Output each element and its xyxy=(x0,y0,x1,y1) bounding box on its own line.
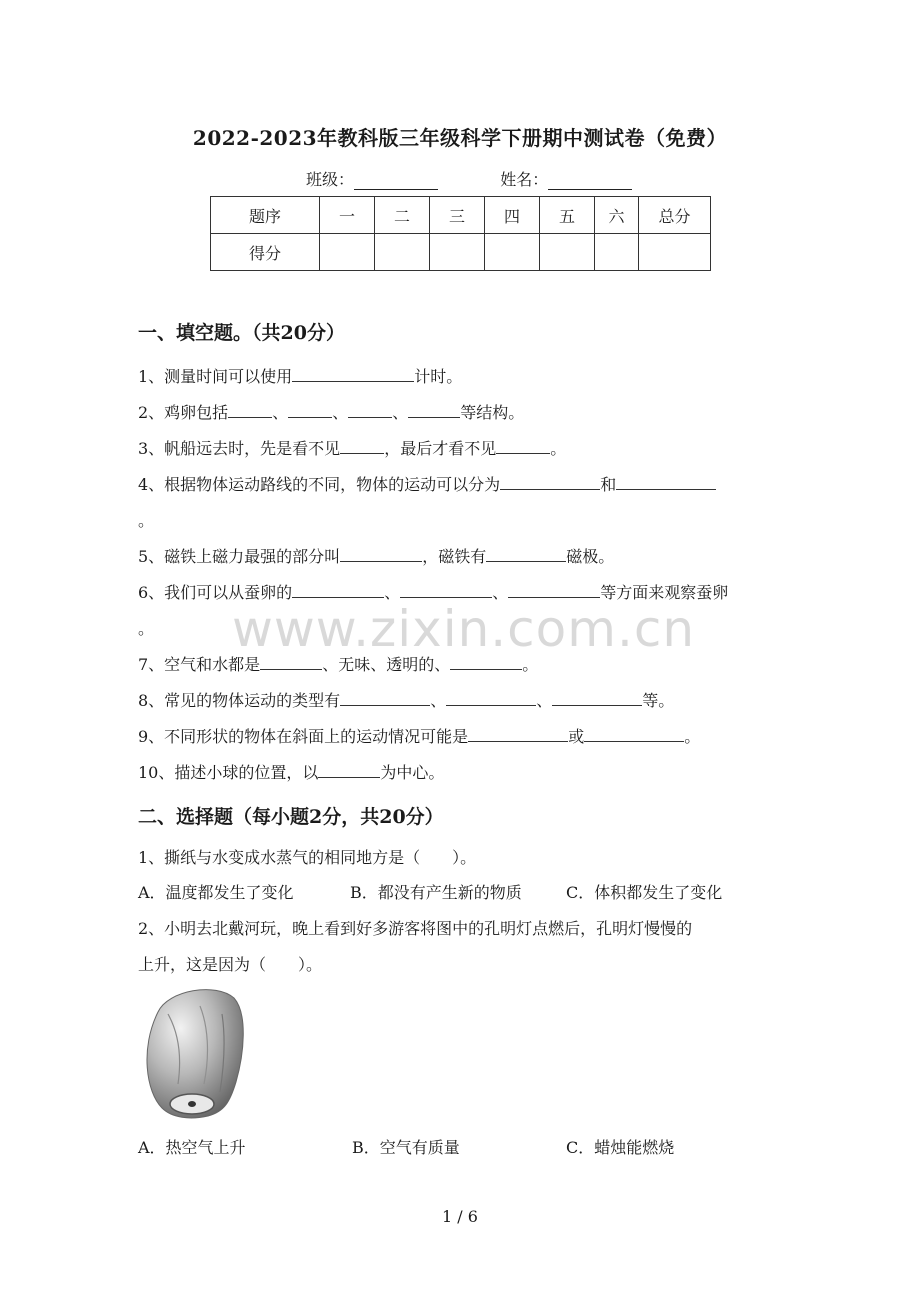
score-cell[interactable] xyxy=(639,234,711,271)
section1-title: 一、填空题。（共20分） xyxy=(138,322,345,344)
page-number: 1 / 6 xyxy=(442,1207,478,1226)
score-cell[interactable] xyxy=(375,234,430,271)
mc-question-1: 1、撕纸与水变成水蒸气的相同地方是（ ）。 xyxy=(138,848,477,867)
question-8 xyxy=(138,688,674,711)
answer-blank[interactable] xyxy=(228,401,272,418)
answer-blank[interactable] xyxy=(260,653,322,670)
answer-blank[interactable] xyxy=(468,725,568,742)
question-text: 3、帆船远去时，先是看不见 xyxy=(138,439,341,458)
question-text: 。 xyxy=(684,727,701,746)
question-text: 8、常见的物体运动的类型有 xyxy=(138,691,341,710)
sky-lantern-image xyxy=(138,984,246,1122)
answer-blank[interactable] xyxy=(446,689,536,706)
table-cell: 三 xyxy=(430,197,485,234)
answer-blank[interactable] xyxy=(552,689,642,706)
question-2 xyxy=(138,400,524,423)
question-7 xyxy=(138,652,538,675)
table-cell: 一 xyxy=(320,197,375,234)
score-table-header-row xyxy=(211,197,711,234)
question-text: 、 xyxy=(536,691,553,710)
class-label: 班级： xyxy=(306,170,355,189)
question-text: 或 xyxy=(568,727,585,746)
table-cell: 得分 xyxy=(211,234,320,271)
answer-blank[interactable] xyxy=(288,401,332,418)
question-text: 磁极。 xyxy=(566,547,615,566)
question-text: 4、根据物体运动路线的不同，物体的运动可以分为 xyxy=(138,475,501,494)
answer-blank[interactable] xyxy=(486,545,566,562)
answer-blank[interactable] xyxy=(508,581,600,598)
table-cell: 总分 xyxy=(639,197,711,234)
answer-blank[interactable] xyxy=(408,401,460,418)
exam-title: 2022-2023年教科版三年级科学下册期中测试卷（免费） xyxy=(192,126,728,150)
question-text: 、 xyxy=(272,403,289,422)
question-text: 6、我们可以从蚕卵的 xyxy=(138,583,293,602)
question-text: 。 xyxy=(550,439,567,458)
question-4 xyxy=(138,472,716,495)
question-text: 。 xyxy=(522,655,539,674)
question-text: 和 xyxy=(600,475,617,494)
question-text: 2、鸡卵包括 xyxy=(138,403,229,422)
option-b[interactable]: B．都没有产生新的物质 xyxy=(350,883,522,902)
question-text: 1、测量时间可以使用 xyxy=(138,367,293,386)
answer-blank[interactable] xyxy=(496,437,550,454)
answer-blank[interactable] xyxy=(292,365,414,382)
answer-blank[interactable] xyxy=(340,689,430,706)
class-blank xyxy=(354,171,438,190)
question-text: 7、空气和水都是 xyxy=(138,655,261,674)
answer-blank[interactable] xyxy=(292,581,384,598)
answer-blank[interactable] xyxy=(400,581,492,598)
question-6-end: 。 xyxy=(138,619,155,638)
name-blank xyxy=(548,171,632,190)
question-9 xyxy=(138,724,700,747)
score-cell[interactable] xyxy=(320,234,375,271)
answer-blank[interactable] xyxy=(348,401,392,418)
score-cell[interactable] xyxy=(430,234,485,271)
score-cell[interactable] xyxy=(540,234,595,271)
question-text: ，磁铁有 xyxy=(422,547,487,566)
answer-blank[interactable] xyxy=(616,473,716,490)
mc-question-2-line1: 2、小明去北戴河玩，晚上看到好多游客将图中的孔明灯点燃后，孔明灯慢慢的 xyxy=(138,919,693,938)
option-c[interactable]: C．蜡烛能燃烧 xyxy=(566,1138,675,1157)
question-5 xyxy=(138,544,614,567)
mc-question-2-line2: 上升，这是因为（ ）。 xyxy=(138,955,323,974)
question-1 xyxy=(138,364,462,387)
question-text: 等。 xyxy=(642,691,675,710)
question-text: 10、描述小球的位置，以 xyxy=(138,763,319,782)
table-cell: 六 xyxy=(595,197,639,234)
answer-blank[interactable] xyxy=(318,761,380,778)
score-cell[interactable] xyxy=(595,234,639,271)
question-3 xyxy=(138,436,566,459)
question-text: 为中心。 xyxy=(380,763,445,782)
table-cell: 二 xyxy=(375,197,430,234)
question-text: 等结构。 xyxy=(460,403,525,422)
table-cell: 五 xyxy=(540,197,595,234)
class-name-row xyxy=(306,167,632,190)
score-table xyxy=(210,196,711,271)
answer-blank[interactable] xyxy=(500,473,600,490)
option-a[interactable]: A．热空气上升 xyxy=(138,1138,246,1157)
question-text: 、 xyxy=(392,403,409,422)
table-cell: 四 xyxy=(485,197,540,234)
score-table-score-row xyxy=(211,234,711,271)
question-10 xyxy=(138,760,444,783)
question-text: 、 xyxy=(332,403,349,422)
option-a[interactable]: A．温度都发生了变化 xyxy=(138,883,294,902)
answer-blank[interactable] xyxy=(340,437,384,454)
name-label: 姓名： xyxy=(500,170,549,189)
question-text: ，最后才看不见 xyxy=(384,439,497,458)
option-c[interactable]: C．体积都发生了变化 xyxy=(566,883,723,902)
question-text: 、 xyxy=(430,691,447,710)
question-text: 计时。 xyxy=(414,367,463,386)
question-text: 5、磁铁上磁力最强的部分叫 xyxy=(138,547,341,566)
option-b[interactable]: B．空气有质量 xyxy=(352,1138,460,1157)
question-text: 、无味、透明的、 xyxy=(322,655,451,674)
watermark: www.zixin.com.cn xyxy=(232,600,696,658)
question-text: 9、不同形状的物体在斜面上的运动情况可能是 xyxy=(138,727,469,746)
question-text: 、 xyxy=(384,583,401,602)
table-cell: 题序 xyxy=(211,197,320,234)
answer-blank[interactable] xyxy=(340,545,422,562)
section2-title: 二、选择题（每小题2分，共20分） xyxy=(138,806,444,828)
question-text: 、 xyxy=(492,583,509,602)
answer-blank[interactable] xyxy=(584,725,684,742)
question-text: 等方面来观察蚕卵 xyxy=(600,583,729,602)
score-cell[interactable] xyxy=(485,234,540,271)
answer-blank[interactable] xyxy=(450,653,522,670)
question-4-end: 。 xyxy=(138,511,155,530)
